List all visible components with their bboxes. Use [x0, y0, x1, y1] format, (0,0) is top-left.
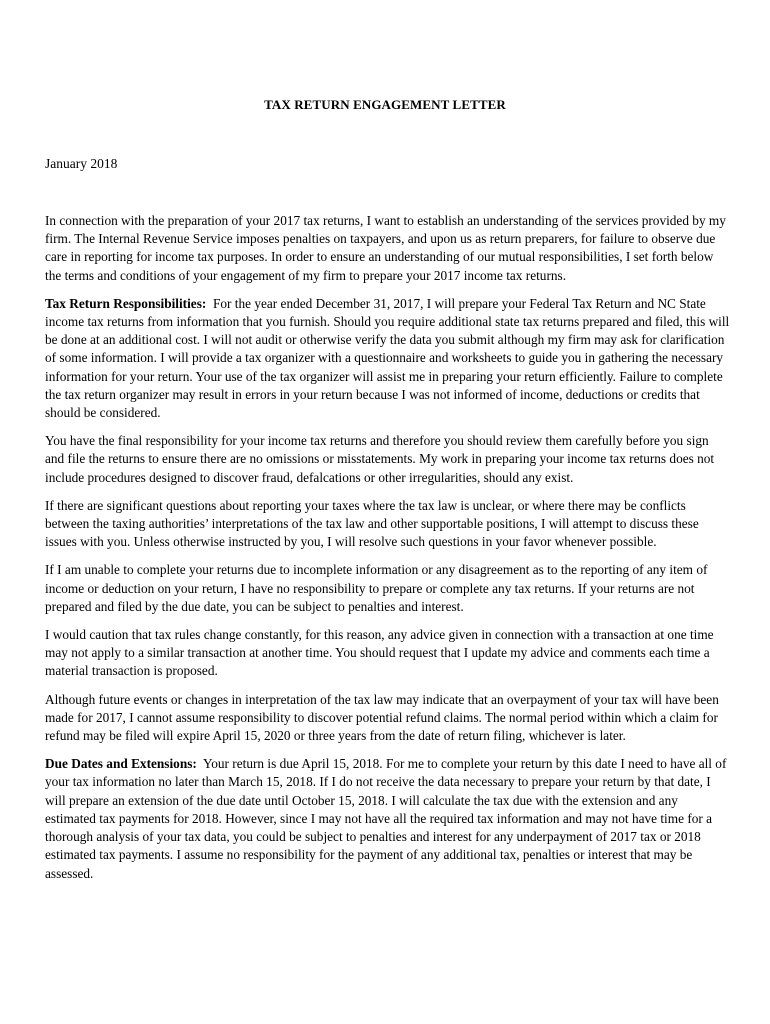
page-title: TAX RETURN ENGAGEMENT LETTER	[264, 97, 506, 112]
caution-paragraph: I would caution that tax rules change constantly, for this reason, any advice given in connection with a transaction at one time may not apply to a similar transaction at another time. You should request that I update my advice and comments each time a material transaction is proposed.	[45, 627, 714, 679]
due-dates-heading: Due Dates and Extensions:	[45, 756, 197, 772]
letter-date: January 2018	[45, 156, 118, 171]
final-responsibility-paragraph: You have the final responsibility for your income tax returns and therefore you should review them carefully before you sign and file the returns to ensure there are no omissions or misstatements. My work in preparing your income tax returns does not include procedures designed to discover fraud, defalcations or other irregularities, should any exist.	[45, 433, 715, 485]
unable-to-complete-paragraph: If I am unable to complete your returns due to incomplete information or any disagreement as to the reporting of any item of income or deduction on your return, I have no responsibility to prepare or complete any tax returns. If your returns are not prepared and filed by the due date, you can be subject to penalties and interest.	[45, 562, 708, 614]
responsibilities-paragraph	[45, 295, 730, 422]
due-dates-paragraph	[45, 755, 730, 882]
letter-body	[45, 212, 730, 893]
intro-paragraph: In connection with the preparation of your 2017 tax returns, I want to establish an understanding of the services provided by my firm. The Internal Revenue Service imposes penalties on taxpayers, and upon us as return preparers, for failure to observe due care in reporting for income tax purposes. In order to ensure an understanding of our mutual responsibilities, I set forth below the terms and conditions of your engagement of my firm to prepare your 2017 income tax returns.	[45, 213, 726, 283]
due-dates-text: Your return is due April 15, 2018. For me to complete your return by this date I need to have all of your tax information no later than March 15, 2018. If I do not receive the data necessary to prepare your return by that date, I will prepare an extension of the due date until October 15, 2018. I will calculate the tax due with the extension and any estimated tax payments for 2018. However, since I may not have all the required tax information and may not have time for a thorough analysis of your tax data, you could be subject to penalties and interest for any underpayment of 2017 tax or 2018 estimated tax payments. I assume no responsibility for the payment of any additional tax, penalties or interest that may be assessed.	[45, 756, 727, 881]
significant-questions-paragraph: If there are significant questions about reporting your taxes where the tax law is unclear, or where there may be conflicts between the taxing authorities’ interpretations of the tax law and other supportable positions, I will attempt to discuss these issues with you. Unless otherwise instructed by you, I will resolve such questions in your favor whenever possible.	[45, 497, 699, 550]
responsibilities-text: For the year ended December 31, 2017, I will prepare your Federal Tax Return and NC State income tax returns from information that you furnish. Should you require additional state tax returns prepared and filed, this will be done at an additional cost. I will not audit or otherwise verify the data you submit although my firm may ask for clarification of some information. I will provide a tax organizer with a questionnaire and worksheets to guide you in gathering the necessary information for your return. Your use of the tax organizer will assist me in preparing your return efficiently. Failure to complete the tax return organizer may result in errors in your return because I was not informed of income, deductions or credits that should be considered.	[45, 295, 730, 421]
responsibilities-heading: Tax Return Responsibilities:	[45, 295, 207, 311]
future-events-paragraph: Although future events or changes in interpretation of the tax law may indicate that an overpayment of your tax will have been made for 2017, I cannot assume responsibility to discover potential refund claims. The normal period within which a claim for refund may be filed will expire April 15, 2020 or three years from the date of return filing, whichever is later.	[45, 691, 719, 744]
